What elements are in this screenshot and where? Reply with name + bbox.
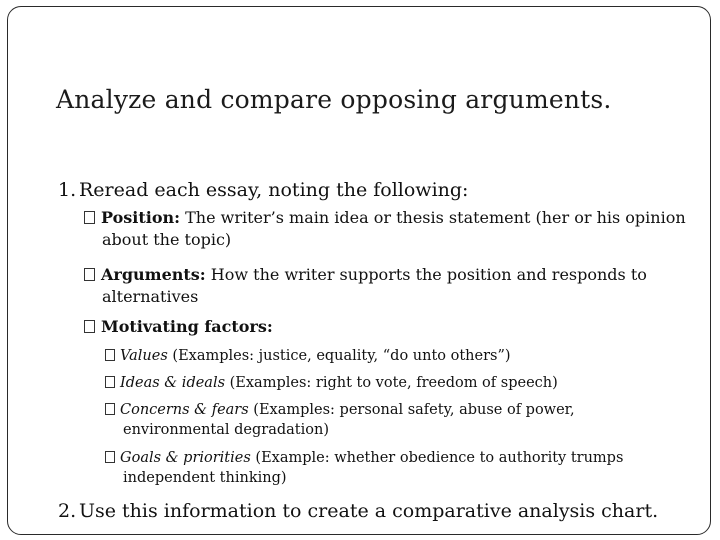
list-item-motivating-factors bbox=[84, 316, 702, 338]
factor-label: Concerns & fears bbox=[120, 402, 249, 418]
item-text: The writer’s main idea or thesis statement (her or his opinion about the topic) bbox=[102, 208, 686, 249]
factor-label: Values bbox=[120, 348, 168, 364]
factor-text: (Examples: right to vote, freedom of speech) bbox=[225, 375, 558, 391]
factor-text: (Examples: personal safety, abuse of power, environmental degradation) bbox=[123, 402, 575, 438]
step-1 bbox=[58, 179, 468, 201]
checkbox-bullet-icon bbox=[84, 320, 95, 333]
checkbox-bullet-icon bbox=[105, 349, 115, 361]
list-item-arguments bbox=[84, 264, 702, 308]
factor-values bbox=[105, 346, 663, 366]
checkbox-bullet-icon bbox=[105, 451, 115, 463]
step-2 bbox=[58, 500, 658, 522]
slide bbox=[7, 6, 711, 535]
step-text: Reread each essay, noting the following: bbox=[79, 179, 469, 201]
factor-label: Ideas & ideals bbox=[120, 375, 226, 391]
checkbox-bullet-icon bbox=[84, 211, 95, 224]
factor-concerns-fears bbox=[105, 400, 663, 440]
item-label: Motivating factors: bbox=[101, 317, 273, 336]
item-label: Arguments: bbox=[101, 265, 206, 284]
step-number: 2. bbox=[58, 500, 77, 522]
slide-title: Analyze and compare opposing arguments. bbox=[56, 85, 612, 114]
checkbox-bullet-icon bbox=[84, 268, 95, 281]
factor-label: Goals & priorities bbox=[120, 450, 251, 466]
checkbox-bullet-icon bbox=[105, 376, 115, 388]
checkbox-bullet-icon bbox=[105, 403, 115, 415]
item-label: Position: bbox=[101, 208, 181, 227]
factor-goals-priorities bbox=[105, 448, 663, 488]
list-item-position bbox=[84, 207, 702, 251]
item-text: How the writer supports the position and responds to alternatives bbox=[102, 265, 647, 306]
step-text: Use this information to create a comparative analysis chart. bbox=[79, 500, 659, 522]
step-number: 1. bbox=[58, 179, 77, 201]
factor-ideas-ideals bbox=[105, 373, 663, 393]
factor-text: (Examples: justice, equality, “do unto others”) bbox=[167, 348, 511, 364]
factor-text: (Example: whether obedience to authority trumps independent thinking) bbox=[123, 450, 624, 486]
